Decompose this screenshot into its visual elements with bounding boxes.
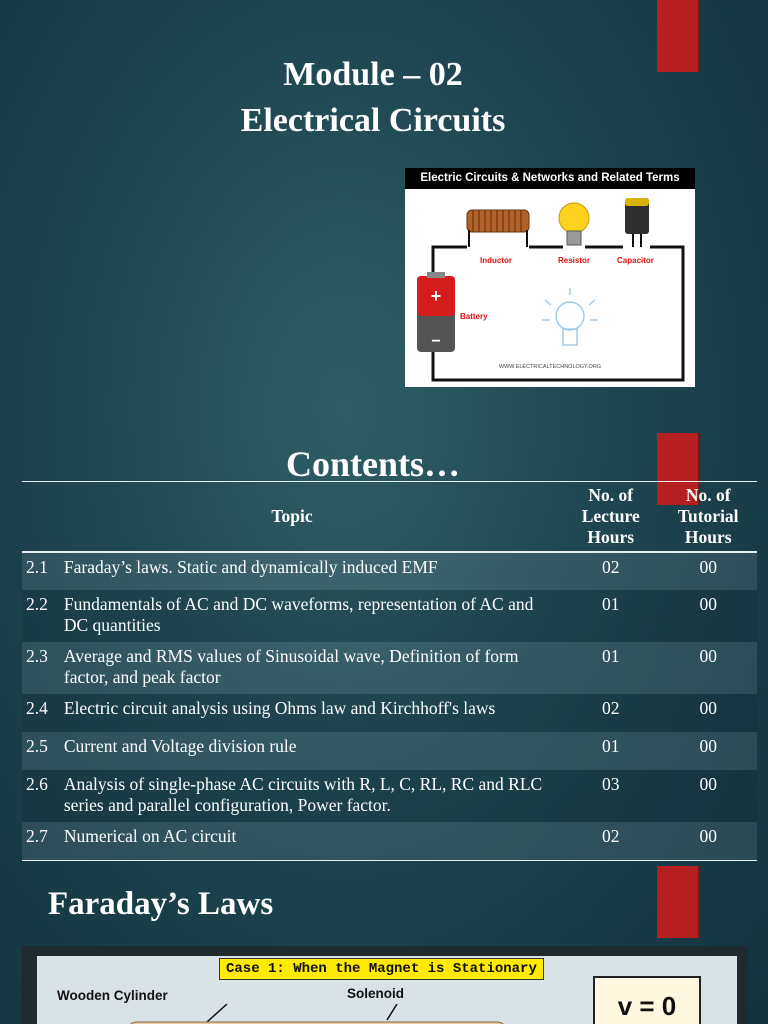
solenoid-label: Solenoid xyxy=(347,986,404,1001)
faraday-experiment-image xyxy=(22,946,748,1024)
module-title xyxy=(0,52,746,144)
lecture-hours: 02 xyxy=(562,822,659,860)
topic-text: Fundamentals of AC and DC waveforms, representation of AC and DC quantities xyxy=(63,594,534,635)
slide-module-title xyxy=(0,0,768,430)
table-row xyxy=(22,770,757,822)
lecture-hours: 01 xyxy=(601,736,620,756)
topic-text: Numerical on AC circuit xyxy=(60,822,562,860)
inductor-label: Inductor xyxy=(480,256,512,265)
topic-text: Current and Voltage division rule xyxy=(63,736,297,756)
svg-text:+: + xyxy=(430,286,442,306)
contents-table xyxy=(22,481,757,861)
lecture-hours: 01 xyxy=(601,594,620,614)
svg-text:−: − xyxy=(431,333,441,350)
resistor-label: Resistor xyxy=(558,256,591,265)
lecture-hours: 03 xyxy=(601,774,620,794)
topic-header: Topic xyxy=(22,482,562,553)
tutorial-hours: 00 xyxy=(699,594,717,614)
table-row xyxy=(22,822,757,860)
topic-text: Electric circuit analysis using Ohms law and Kirchhoff's laws xyxy=(63,698,496,718)
lecture-hours: 02 xyxy=(601,698,620,718)
table-row xyxy=(22,694,757,732)
module-title-line2: Electrical Circuits xyxy=(240,102,506,139)
slide-contents xyxy=(0,430,768,862)
circuit-diagram-image xyxy=(405,168,695,387)
topic-number: 2.4 xyxy=(26,698,48,718)
battery-label: Battery xyxy=(460,312,488,321)
table-row xyxy=(22,642,757,694)
topic-number: 2.7 xyxy=(22,822,60,860)
topic-number: 2.6 xyxy=(26,774,48,794)
tutorial-hours: 00 xyxy=(699,736,717,756)
tutorial-hours: 00 xyxy=(699,698,717,718)
tutorial-hours: 00 xyxy=(699,774,717,794)
lecture-hours-header: No. of Lecture Hours xyxy=(562,482,659,553)
wooden-cylinder-label: Wooden Cylinder xyxy=(57,988,168,1003)
slide-faradays-laws xyxy=(0,862,768,1024)
lecture-hours: 02 xyxy=(601,557,620,577)
topic-text: Analysis of single-phase AC circuits with R, L, C, RL, RC and RLC series and parallel configuration, Power factor. xyxy=(63,774,543,815)
faradays-laws-title: Faraday’s Laws xyxy=(48,886,274,922)
topic-number: 2.2 xyxy=(26,594,48,614)
circuit-diagram-heading: Electric Circuits & Networks and Related Terms xyxy=(405,168,695,189)
case-label: Case 1: When the Magnet is Stationary xyxy=(219,958,544,980)
faraday-experiment-panel xyxy=(37,956,737,1024)
tutorial-hours: 00 xyxy=(699,557,717,577)
topic-text: Faraday’s laws. Static and dynamically induced EMF xyxy=(63,557,438,577)
tutorial-hours: 00 xyxy=(699,646,717,666)
lecture-hours: 01 xyxy=(601,646,620,666)
module-title-line1: Module – 02 xyxy=(283,56,463,93)
table-row xyxy=(22,732,757,770)
tutorial-hours-header: No. of Tutorial Hours xyxy=(659,482,757,553)
topic-number: 2.1 xyxy=(26,557,48,577)
contents-header-row xyxy=(22,482,757,553)
tutorial-hours: 00 xyxy=(659,822,757,860)
topic-number: 2.5 xyxy=(26,736,48,756)
table-row xyxy=(22,590,757,642)
solenoid-drawing xyxy=(117,1004,577,1024)
capacitor-label: Capacitor xyxy=(617,256,654,265)
topic-text: Average and RMS values of Sinusoidal wave, Definition of form factor, and peak factor xyxy=(63,646,519,687)
contents-title: Contents… xyxy=(285,444,460,484)
circuit-watermark: WWW.ELECTRICALTECHNOLOGY.ORG xyxy=(498,364,602,370)
velocity-box: v = 0 xyxy=(593,976,701,1024)
topic-number: 2.3 xyxy=(26,646,48,666)
table-row xyxy=(22,552,757,590)
circuit-drawing xyxy=(405,168,695,387)
slide-accent-tab xyxy=(657,866,700,938)
